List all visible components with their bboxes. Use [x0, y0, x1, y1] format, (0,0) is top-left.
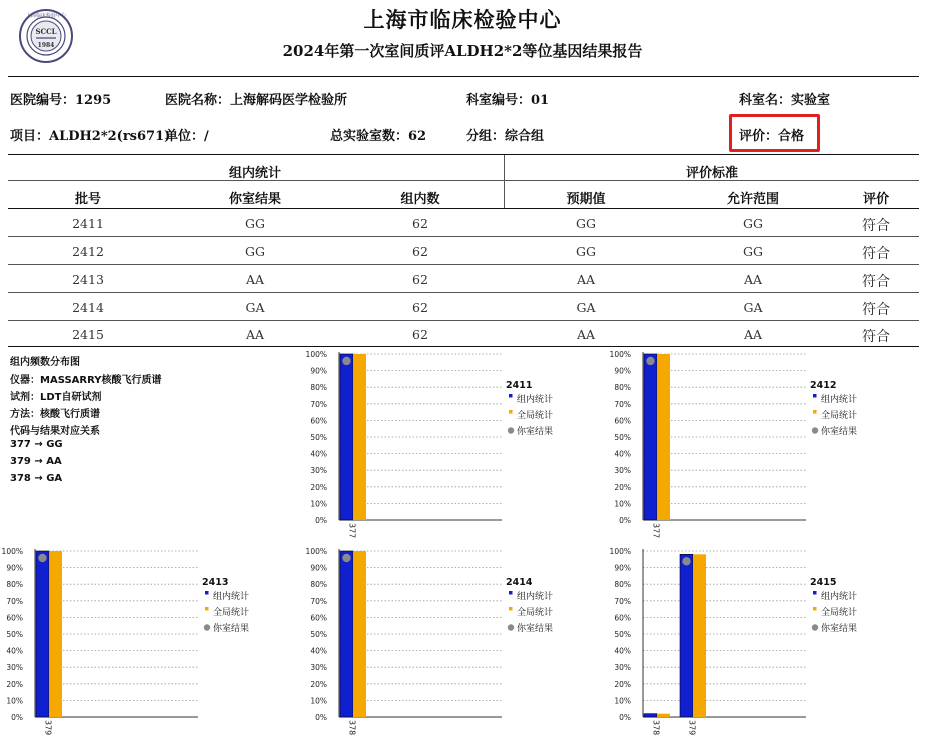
- group: 分组：综合组: [466, 129, 545, 144]
- group-stat-bar: [680, 554, 693, 717]
- col-evaluation: 评价: [862, 192, 889, 207]
- dept-name: 科室名：实验室: [739, 93, 831, 108]
- y-tick-label: 70%: [6, 596, 23, 606]
- table-cell: GA: [743, 300, 763, 315]
- y-tick-label: 40%: [6, 646, 23, 656]
- y-tick-label: 30%: [614, 663, 631, 673]
- table-subheader-line: [8, 180, 919, 181]
- y-tick-label: 90%: [310, 366, 327, 376]
- y-tick-label: 90%: [614, 563, 631, 573]
- evaluation-highlight-box: [729, 114, 820, 152]
- col-batch: 批号: [74, 192, 101, 207]
- your-result-marker: [682, 557, 690, 565]
- legend-group-swatch: [813, 591, 817, 595]
- table-cell: GA: [576, 300, 596, 315]
- table-cell: 62: [412, 272, 428, 287]
- y-tick-label: 60%: [614, 613, 631, 623]
- table-cell: 2415: [72, 327, 104, 342]
- legend-global-swatch: [509, 410, 513, 414]
- legend-label: 组内统计: [821, 395, 858, 405]
- table-cell: GG: [576, 216, 596, 231]
- chart-title: 2413: [202, 577, 229, 588]
- table-cell: 62: [412, 244, 428, 259]
- y-tick-label: 50%: [6, 630, 23, 639]
- group-stat-bar: [340, 354, 353, 520]
- group-stats-header: 组内统计: [228, 166, 281, 181]
- legend-label: 组内统计: [821, 592, 858, 602]
- group-stat-bar: [644, 354, 657, 520]
- y-tick-label: 0%: [619, 516, 631, 525]
- code-mapping: 378 → GA: [10, 473, 63, 484]
- col-group-count: 组内数: [400, 192, 440, 207]
- y-tick-label: 0%: [619, 713, 631, 722]
- legend-group-swatch: [813, 394, 817, 398]
- y-tick-label: 0%: [11, 713, 23, 722]
- group-stat-bar: [36, 551, 49, 717]
- table-cell: 符合: [862, 246, 890, 262]
- project: 项目：ALDH2*2(rs671): [10, 129, 171, 144]
- legend-your-result-swatch: [812, 427, 818, 433]
- y-tick-label: 70%: [614, 399, 631, 409]
- y-tick-label: 60%: [6, 613, 23, 623]
- y-tick-label: 0%: [315, 516, 327, 525]
- x-tick-label: 379: [687, 720, 697, 736]
- table-cell: GG: [245, 244, 265, 259]
- y-tick-label: 60%: [614, 416, 631, 426]
- y-tick-label: 60%: [310, 416, 327, 426]
- legend-global-swatch: [205, 607, 209, 611]
- report-subtitle: 2024年第一次室间质评ALDH2*2等位基因结果报告: [282, 42, 643, 60]
- x-tick-label: 379: [43, 720, 53, 736]
- chart-2415: [610, 545, 910, 740]
- chart-2413: [2, 545, 302, 740]
- y-tick-label: 30%: [310, 663, 327, 673]
- table-cell: GG: [245, 216, 265, 231]
- table-cell: AA: [245, 272, 265, 287]
- row-divider: [8, 320, 919, 321]
- y-tick-label: 40%: [310, 449, 327, 459]
- y-tick-label: 100%: [305, 350, 327, 359]
- table-cell: 2411: [72, 216, 104, 231]
- table-cell: 2414: [72, 300, 104, 315]
- svg-text:SCCL: SCCL: [35, 27, 57, 36]
- y-tick-label: 100%: [1, 547, 23, 556]
- y-tick-label: 30%: [614, 466, 631, 476]
- code-mapping: 377 → GG: [10, 439, 63, 450]
- y-tick-label: 20%: [614, 679, 631, 689]
- table-cell: GG: [743, 216, 763, 231]
- chart-svg: [610, 545, 910, 740]
- table-cell: 62: [412, 327, 428, 342]
- chart-2414: [306, 545, 606, 740]
- y-tick-label: 80%: [6, 580, 23, 590]
- legend-global-swatch: [813, 607, 817, 611]
- global-stat-bar: [693, 554, 706, 717]
- table-cell: AA: [743, 327, 763, 342]
- criteria-header: 评价标准: [685, 166, 738, 181]
- your-result-marker: [342, 357, 350, 365]
- svg-text:上海临床检验中心: 上海临床检验中心: [25, 13, 67, 19]
- table-cell: 62: [412, 216, 428, 231]
- y-tick-label: 80%: [310, 580, 327, 590]
- table-cell: 2412: [72, 244, 104, 259]
- x-tick-label: 377: [651, 523, 661, 539]
- legend-label: 你室结果: [517, 427, 554, 437]
- table-cell: 符合: [862, 329, 890, 345]
- y-tick-label: 10%: [614, 499, 631, 509]
- chart-svg: [2, 545, 302, 740]
- global-stat-bar: [657, 354, 670, 520]
- legend-label: 全局统计: [517, 411, 554, 421]
- y-tick-label: 30%: [310, 466, 327, 476]
- table-bottom-border: [8, 346, 919, 347]
- evaluation-result: 评价：合格: [739, 129, 805, 144]
- y-tick-label: 90%: [310, 563, 327, 573]
- table-cell: GA: [245, 300, 265, 315]
- row-divider: [8, 292, 919, 293]
- legend-your-result-swatch: [508, 624, 514, 630]
- group-stat-bar: [644, 714, 657, 717]
- col-expected: 预期值: [566, 192, 606, 207]
- legend-group-swatch: [205, 591, 209, 595]
- y-tick-label: 70%: [310, 399, 327, 409]
- y-tick-label: 10%: [310, 499, 327, 509]
- code-title: 代码与结果对应关系: [10, 426, 100, 437]
- y-tick-label: 90%: [6, 563, 23, 573]
- legend-your-result-swatch: [204, 624, 210, 630]
- y-tick-label: 10%: [310, 696, 327, 706]
- y-tick-label: 70%: [614, 596, 631, 606]
- chart-svg: [306, 545, 606, 740]
- table-cell: AA: [245, 327, 265, 342]
- legend-group-swatch: [509, 394, 513, 398]
- row-divider: [8, 236, 919, 237]
- global-stat-bar: [657, 714, 670, 717]
- legend-your-result-swatch: [508, 427, 514, 433]
- y-tick-label: 40%: [614, 646, 631, 656]
- col-allowed-range: 允许范围: [726, 192, 779, 207]
- global-stat-bar: [353, 354, 366, 520]
- chart-2411: [306, 348, 606, 543]
- chart-svg: [306, 348, 606, 543]
- your-result-marker: [342, 554, 350, 562]
- your-result-marker: [38, 554, 46, 562]
- y-tick-label: 20%: [6, 679, 23, 689]
- chart-title: 2411: [506, 380, 533, 391]
- row-divider: [8, 264, 919, 265]
- y-tick-label: 90%: [614, 366, 631, 376]
- y-tick-label: 40%: [614, 449, 631, 459]
- total-labs: 总实验室数：62: [330, 129, 427, 144]
- legend-label: 你室结果: [213, 624, 250, 634]
- chart-svg: [610, 348, 910, 543]
- dept-code: 科室编号：01: [466, 93, 550, 108]
- hospital-code: 医院编号：1295: [10, 93, 112, 108]
- y-tick-label: 100%: [609, 350, 631, 359]
- global-stat-bar: [49, 551, 62, 717]
- table-cell: GG: [576, 244, 596, 259]
- x-tick-label: 377: [347, 523, 357, 539]
- table-cell: 2413: [72, 272, 104, 287]
- unit: 单位：/: [165, 129, 209, 144]
- y-tick-label: 10%: [6, 696, 23, 706]
- table-cell: 符合: [862, 218, 890, 234]
- y-tick-label: 100%: [609, 547, 631, 556]
- y-tick-label: 50%: [310, 433, 327, 442]
- hospital-name: 医院名称：上海解码医学检验所: [165, 93, 348, 108]
- y-tick-label: 30%: [6, 663, 23, 673]
- table-cell: AA: [576, 272, 596, 287]
- table-section-divider: [504, 155, 505, 208]
- table-cell: AA: [743, 272, 763, 287]
- y-tick-label: 20%: [310, 482, 327, 492]
- chart-title: 2412: [810, 380, 837, 391]
- x-tick-label: 378: [347, 720, 357, 736]
- table-cell: 符合: [862, 302, 890, 318]
- legend-global-swatch: [813, 410, 817, 414]
- y-tick-label: 50%: [614, 433, 631, 442]
- y-tick-label: 40%: [310, 646, 327, 656]
- y-tick-label: 70%: [310, 596, 327, 606]
- legend-label: 你室结果: [517, 624, 554, 634]
- legend-label: 你室结果: [821, 427, 858, 437]
- y-tick-label: 50%: [614, 630, 631, 639]
- table-cell: AA: [576, 327, 596, 342]
- chart-title: 2415: [810, 577, 837, 588]
- y-tick-label: 20%: [614, 482, 631, 492]
- method: 方法：核酸飞行质谱: [10, 409, 100, 420]
- legend-label: 你室结果: [821, 624, 858, 634]
- chart-title: 2414: [506, 577, 533, 588]
- legend-label: 组内统计: [517, 592, 554, 602]
- legend-label: 组内统计: [517, 395, 554, 405]
- x-tick-label: 378: [651, 720, 661, 736]
- legend-label: 组内统计: [213, 592, 250, 602]
- y-tick-label: 80%: [614, 580, 631, 590]
- table-top-border: [8, 154, 919, 155]
- y-tick-label: 80%: [614, 383, 631, 393]
- legend-your-result-swatch: [812, 624, 818, 630]
- table-header-bottom: [8, 208, 919, 209]
- col-your-result: 你室结果: [228, 192, 281, 207]
- svg-text:1984: 1984: [37, 42, 55, 49]
- legend-global-swatch: [509, 607, 513, 611]
- y-tick-label: 100%: [305, 547, 327, 556]
- y-tick-label: 60%: [310, 613, 327, 623]
- header-divider: [8, 76, 919, 77]
- page-title: 上海市临床检验中心: [363, 7, 562, 32]
- chart-2412: [610, 348, 910, 543]
- y-tick-label: 0%: [315, 713, 327, 722]
- y-tick-label: 80%: [310, 383, 327, 393]
- legend-label: 全局统计: [517, 608, 554, 618]
- legend-label: 全局统计: [821, 411, 858, 421]
- y-tick-label: 20%: [310, 679, 327, 689]
- legend-group-swatch: [509, 591, 513, 595]
- y-tick-label: 50%: [310, 630, 327, 639]
- table-cell: 符合: [862, 274, 890, 290]
- legend-label: 全局统计: [821, 608, 858, 618]
- group-stat-bar: [340, 551, 353, 717]
- table-cell: 62: [412, 300, 428, 315]
- instrument: 仪器：MASSARRY核酸飞行质谱: [10, 375, 162, 386]
- legend-label: 全局统计: [213, 608, 250, 618]
- code-mapping: 379 → AA: [10, 456, 62, 467]
- freq-title: 组内频数分布图: [10, 357, 80, 368]
- table-cell: GG: [743, 244, 763, 259]
- your-result-marker: [646, 357, 654, 365]
- y-tick-label: 10%: [614, 696, 631, 706]
- global-stat-bar: [353, 551, 366, 717]
- reagent: 试剂：LDT自研试剂: [10, 392, 102, 403]
